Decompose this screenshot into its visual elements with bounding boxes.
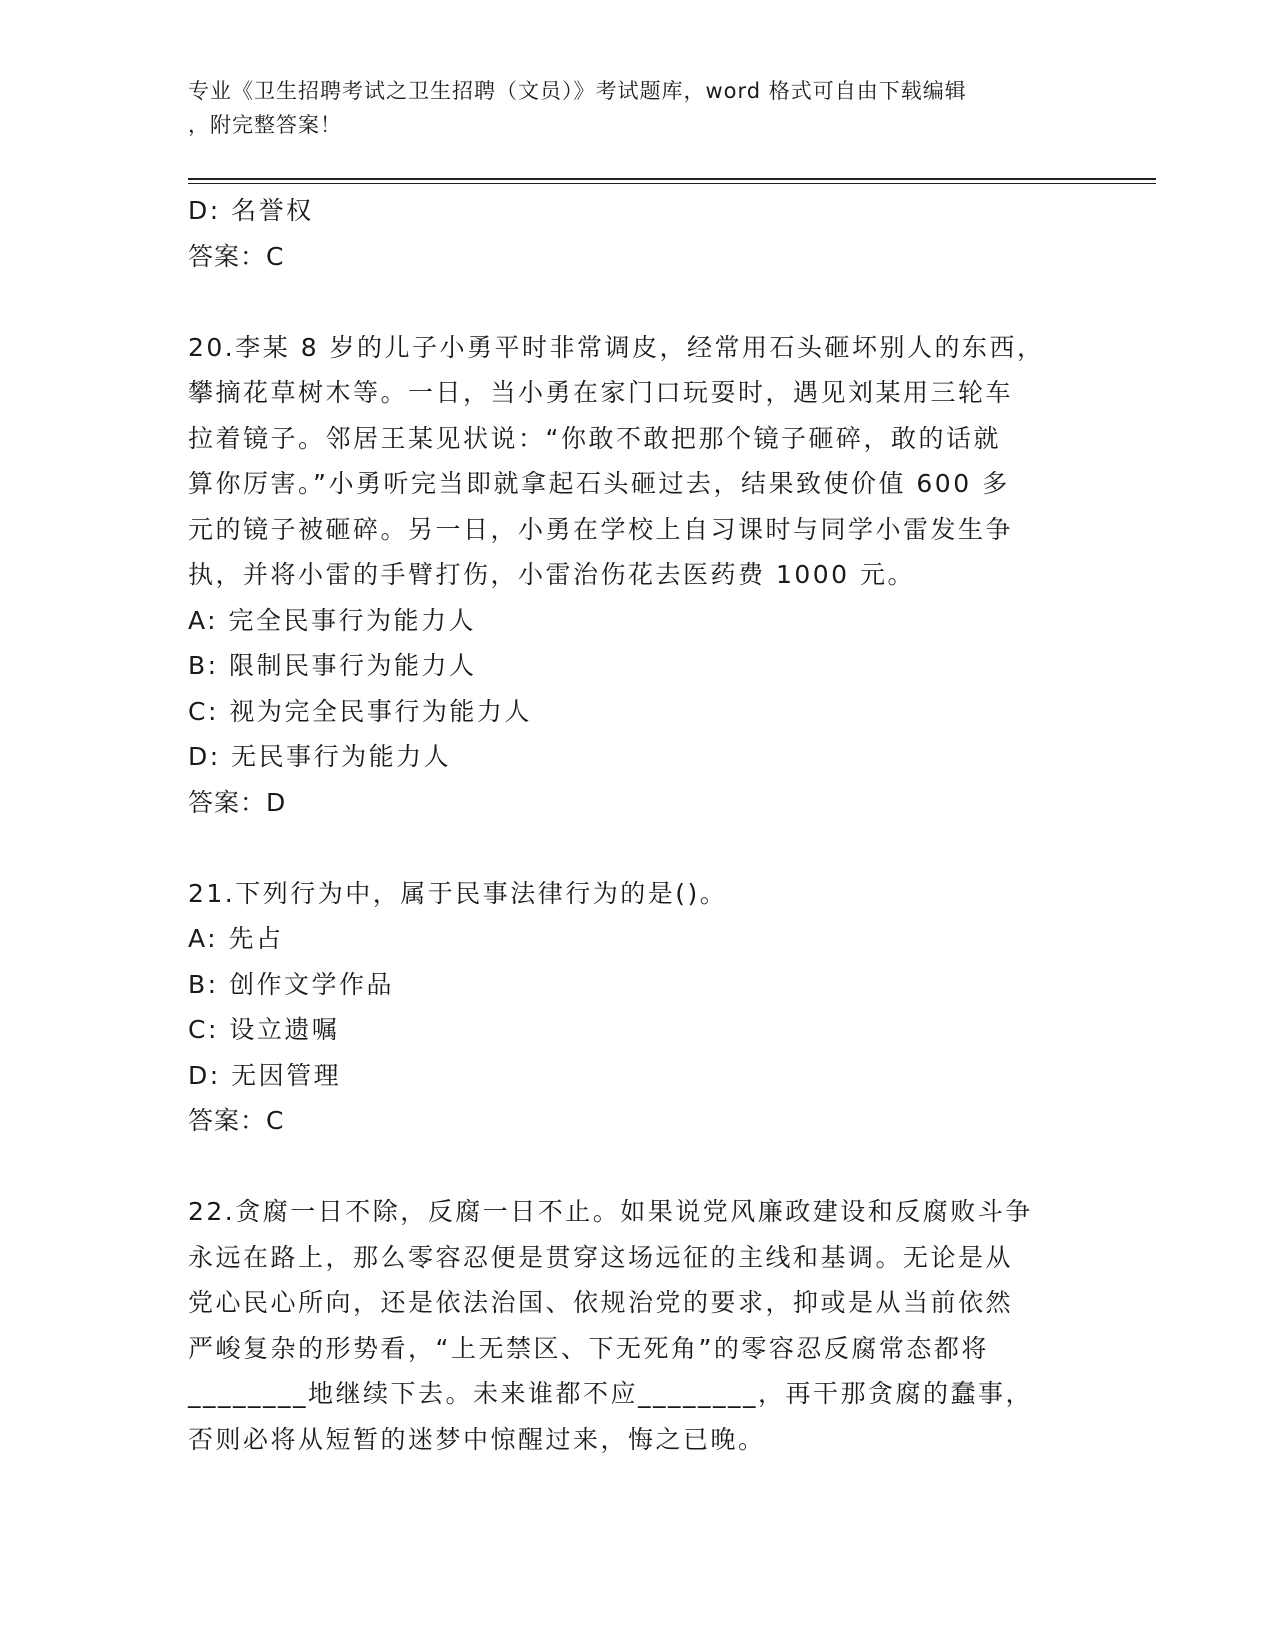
question-21 — [188, 871, 1088, 1144]
question-stem-line: 20.李某 8 岁的儿子小勇平时非常调皮，经常用石头砸坏别人的东西， — [188, 332, 1045, 362]
question-stem-line: 21.下列行为中，属于民事法律行为的是()。 — [188, 878, 728, 908]
question-stem-line: 拉着镜子。邻居王某见状说：“你敢不敢把那个镜子砸碎，敢的话就 — [188, 423, 1001, 453]
header-divider-thin — [188, 183, 1156, 184]
option-b: B: 创作文学作品 — [188, 969, 395, 999]
option-a: A: 完全民事行为能力人 — [188, 605, 477, 635]
answer-line: 答案：C — [188, 1106, 285, 1135]
spacer — [188, 1144, 1088, 1190]
spacer — [188, 279, 1088, 325]
header-divider-thick — [188, 178, 1156, 180]
option-c: C: 视为完全民事行为能力人 — [188, 696, 532, 726]
question-stem-line: 算你厉害。”小勇听完当即就拿起石头砸过去，结果致使价值 600 多 — [188, 469, 1010, 498]
question-stem-line: 党心民心所向，还是依法治国、依规治党的要求，抑或是从当前依然 — [188, 1288, 1014, 1317]
question-20 — [188, 325, 1088, 826]
question-stem-line: ________地继续下去。未来谁都不应________，再干那贪腐的蠢事， — [188, 1379, 1034, 1408]
answer-line: 答案：D — [188, 787, 287, 817]
question-stem-line: 否则必将从短暂的迷梦中惊醒过来，悔之已晚。 — [188, 1424, 766, 1454]
option-d: D: 名誉权 — [188, 196, 314, 225]
option-d: D: 无因管理 — [188, 1060, 342, 1090]
option-b: B: 限制民事行为能力人 — [188, 651, 477, 680]
question-stem-line: 攀摘花草树木等。一日，当小勇在家门口玩耍时，遇见刘某用三轮车 — [188, 378, 1014, 407]
header-title-line-1: 专业《卫生招聘考试之卫生招聘（文员）》考试题库，word 格式可自由下载编辑 — [188, 79, 967, 103]
header-title-line-2: ，附完整答案！ — [188, 113, 342, 137]
question-stem-line: 22.贪腐一日不除，反腐一日不止。如果说党风廉政建设和反腐败斗争 — [188, 1197, 1033, 1226]
option-a: A: 先占 — [188, 924, 284, 953]
answer-line: 答案：C — [188, 241, 285, 271]
page-header — [188, 74, 1068, 142]
spacer — [188, 825, 1088, 871]
question-22 — [188, 1189, 1088, 1462]
question-stem-line: 严峻复杂的形势看，“上无禁区、下无死角”的零容忍反腐常态都将 — [188, 1333, 989, 1363]
question-stem-line: 元的镜子被砸碎。另一日，小勇在学校上自习课时与同学小雷发生争 — [188, 514, 1014, 544]
option-d: D: 无民事行为能力人 — [188, 742, 452, 771]
option-c: C: 设立遗嘱 — [188, 1015, 340, 1044]
question-stem-line: 永远在路上，那么零容忍便是贯穿这场远征的主线和基调。无论是从 — [188, 1242, 1014, 1272]
document-body — [188, 188, 1088, 1462]
question-19-tail — [188, 188, 1088, 279]
question-stem-line: 执，并将小雷的手臂打伤，小雷治伤花去医药费 1000 元。 — [188, 560, 916, 589]
